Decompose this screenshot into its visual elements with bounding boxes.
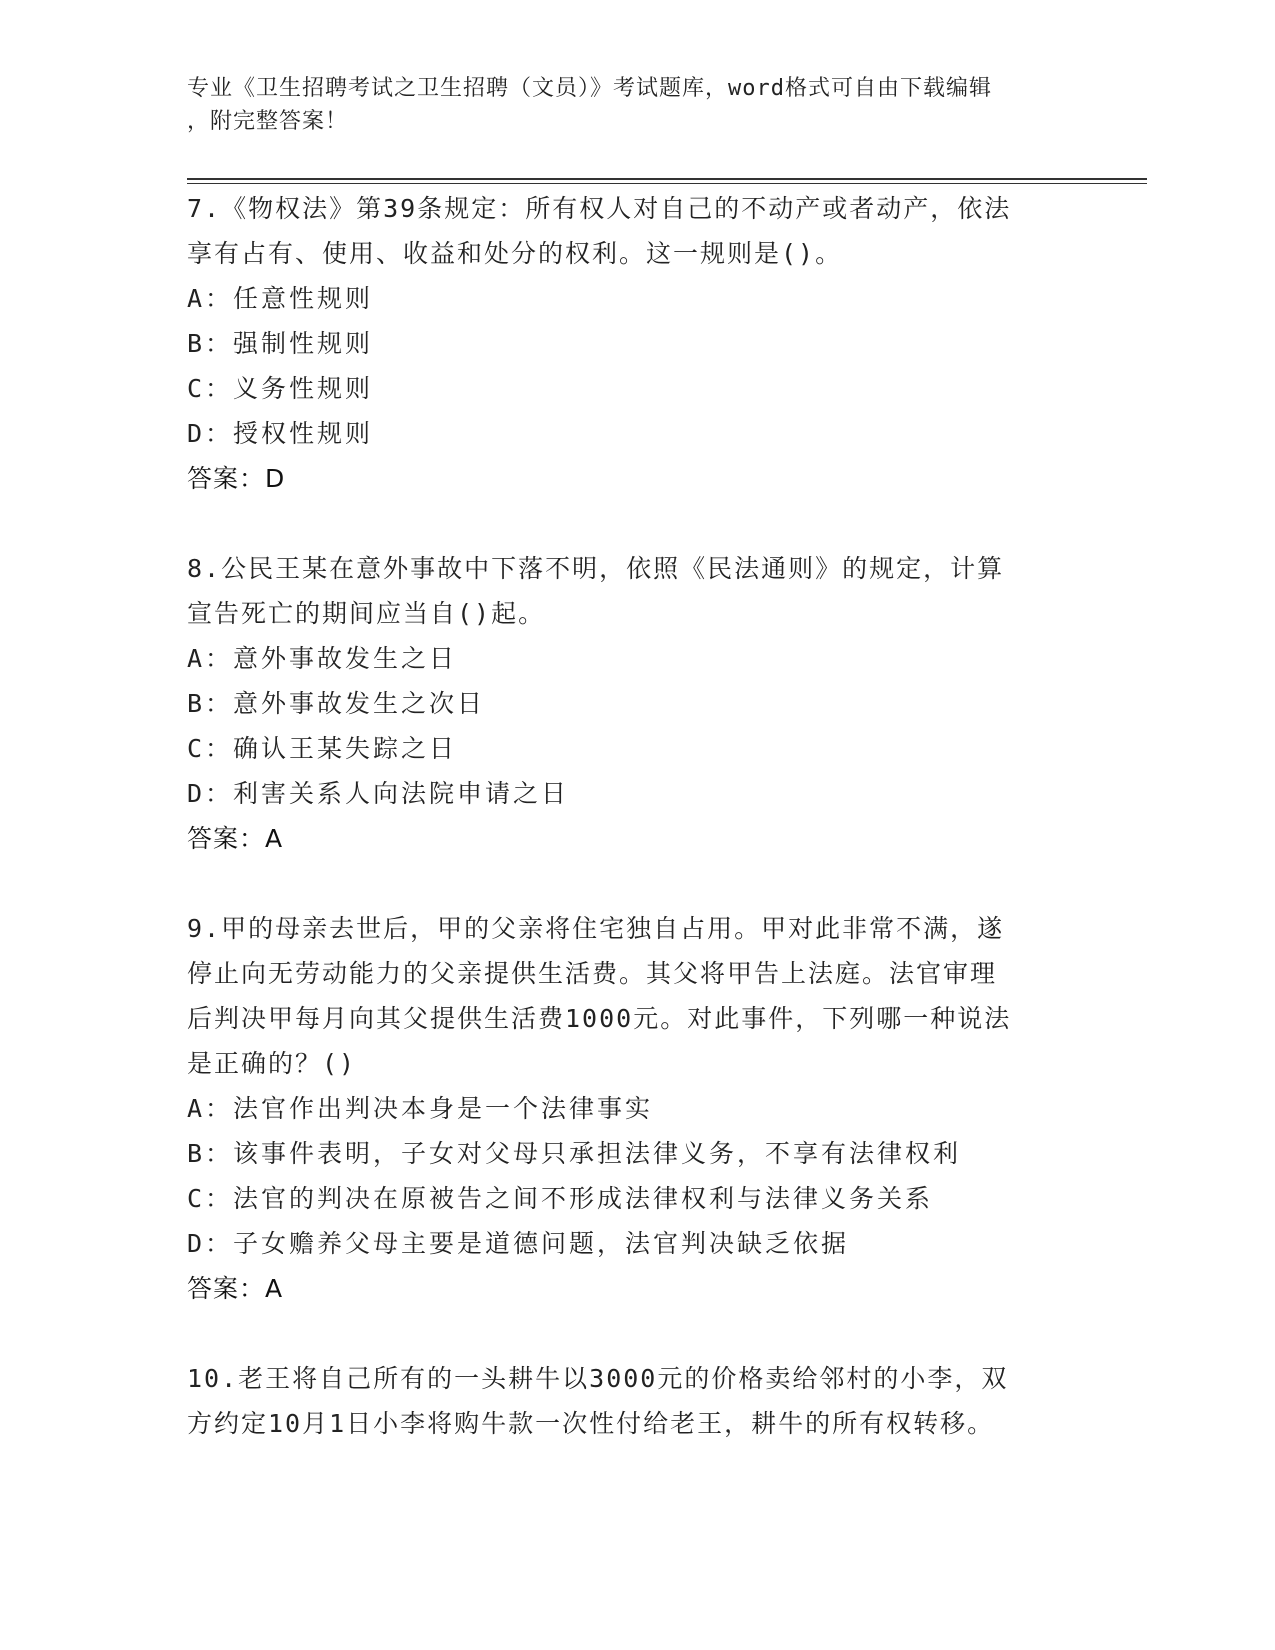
stem-line: 8.公民王某在意外事故中下落不明，依照《民法通则》的规定，计算 bbox=[187, 554, 1005, 583]
question-7 bbox=[187, 186, 1087, 501]
option-a: A：任意性规则 bbox=[187, 284, 374, 313]
option-b: B：该事件表明，子女对父母只承担法律义务，不享有法律权利 bbox=[187, 1139, 962, 1168]
stem-line: 7.《物权法》第39条规定：所有权人对自己的不动产或者动产，依法 bbox=[187, 194, 1012, 223]
option-c: C：确认王某失踪之日 bbox=[187, 734, 458, 763]
question-stem bbox=[187, 906, 1087, 1086]
stem-line: 宣告死亡的期间应当自()起。 bbox=[187, 599, 546, 628]
header-divider-thick bbox=[187, 178, 1147, 180]
question-8 bbox=[187, 546, 1087, 861]
stem-line: 后判决甲每月向其父提供生活费1000元。对此事件，下列哪一种说法 bbox=[187, 1004, 1012, 1033]
stem-line: 享有占有、使用、收益和处分的权利。这一规则是()。 bbox=[187, 239, 843, 268]
option-d: D：子女赡养父母主要是道德问题，法官判决缺乏依据 bbox=[187, 1229, 850, 1258]
question-10 bbox=[187, 1356, 1087, 1446]
document-header bbox=[187, 72, 1067, 138]
header-line-1: 专业《卫生招聘考试之卫生招聘（文员）》考试题库，word格式可自由下载编辑 bbox=[187, 76, 992, 101]
answer: 答案：D bbox=[187, 464, 286, 493]
header-line-2: ，附完整答案！ bbox=[187, 109, 349, 134]
option-a: A：意外事故发生之日 bbox=[187, 644, 458, 673]
stem-line: 停止向无劳动能力的父亲提供生活费。其父将甲告上法庭。法官审理 bbox=[187, 959, 998, 988]
question-stem bbox=[187, 1356, 1087, 1446]
stem-line: 方约定10月1日小李将购牛款一次性付给老王，耕牛的所有权转移。 bbox=[187, 1409, 995, 1438]
option-b: B：强制性规则 bbox=[187, 329, 374, 358]
stem-line: 9.甲的母亲去世后，甲的父亲将住宅独自占用。甲对此非常不满，遂 bbox=[187, 914, 1005, 943]
question-9 bbox=[187, 906, 1087, 1311]
option-d: D：授权性规则 bbox=[187, 419, 374, 448]
answer: 答案：A bbox=[187, 1274, 284, 1303]
option-c: C：义务性规则 bbox=[187, 374, 374, 403]
option-a: A：法官作出判决本身是一个法律事实 bbox=[187, 1094, 654, 1123]
question-stem bbox=[187, 186, 1087, 276]
answer: 答案：A bbox=[187, 824, 284, 853]
stem-line: 是正确的？() bbox=[187, 1049, 357, 1078]
question-stem bbox=[187, 546, 1087, 636]
option-b: B：意外事故发生之次日 bbox=[187, 689, 486, 718]
option-c: C：法官的判决在原被告之间不形成法律权利与法律义务关系 bbox=[187, 1184, 934, 1213]
stem-line: 10.老王将自己所有的一头耕牛以3000元的价格卖给邻村的小李，双 bbox=[187, 1364, 1009, 1393]
header-divider-thin bbox=[187, 183, 1147, 184]
option-d: D：利害关系人向法院申请之日 bbox=[187, 779, 570, 808]
